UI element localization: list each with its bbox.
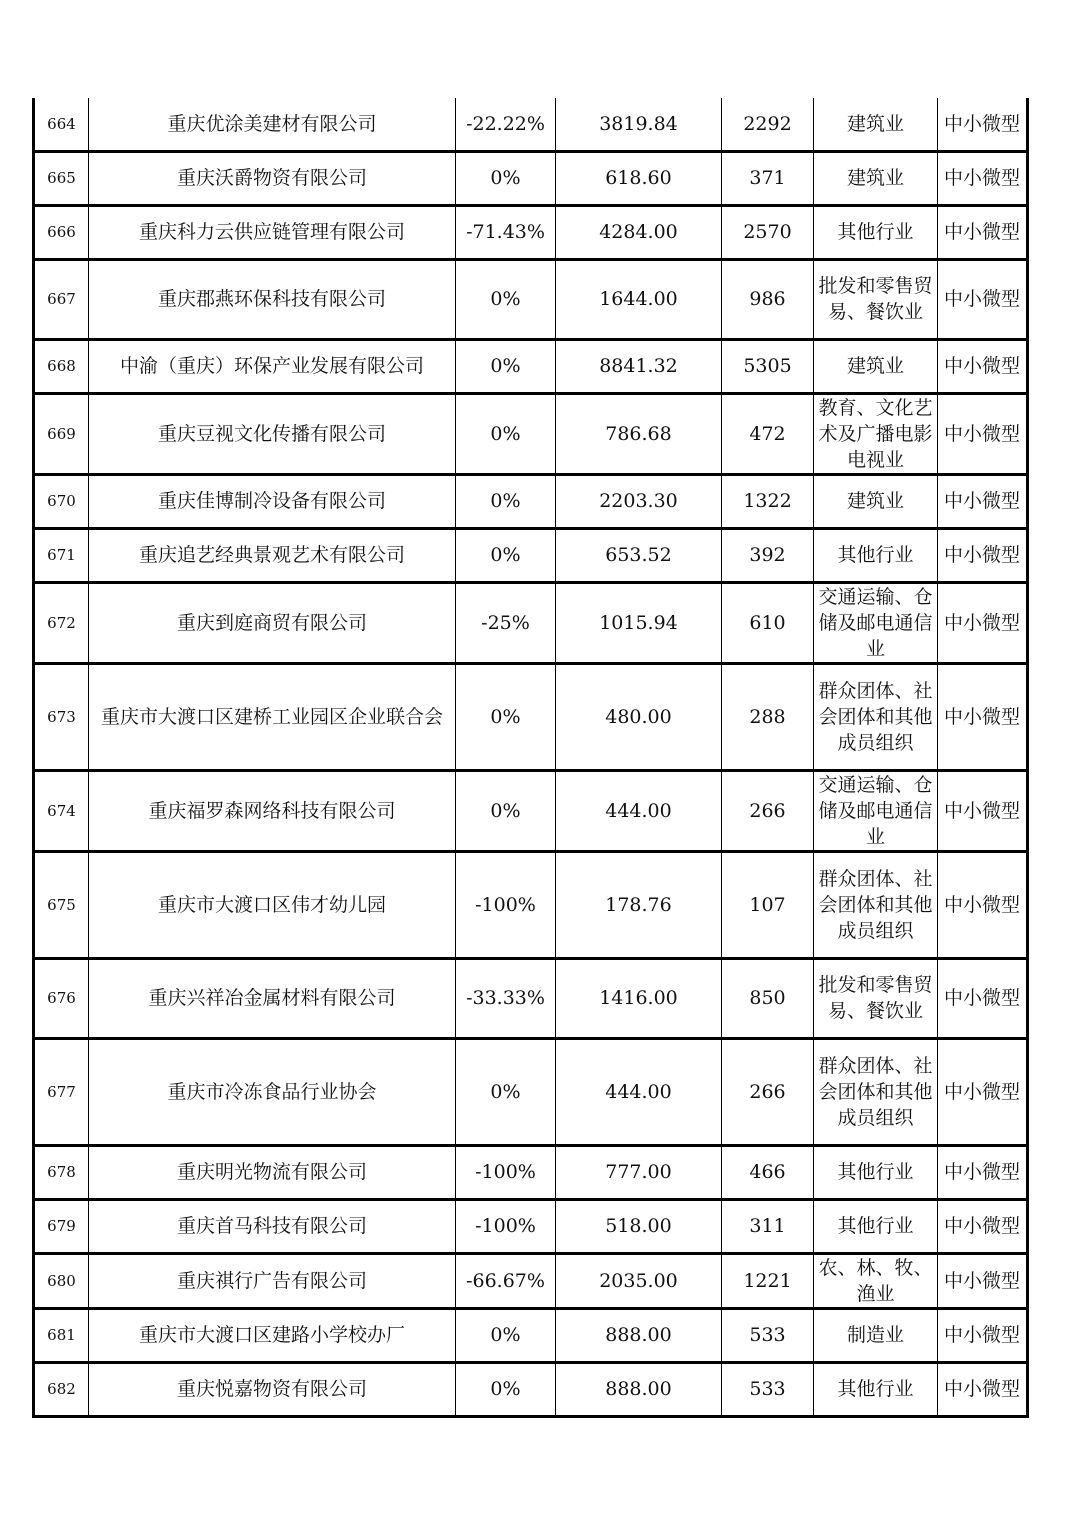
count-cell: 5305 <box>722 339 814 393</box>
amount-cell: 1015.94 <box>556 582 722 663</box>
amount-cell: 2203.30 <box>556 474 722 528</box>
table-row <box>34 393 1028 474</box>
row-number-cell: 677 <box>34 1038 89 1145</box>
row-number-cell: 666 <box>34 205 89 259</box>
enterprise-scale-cell: 中小微型 <box>938 1145 1028 1199</box>
table-row <box>34 770 1028 851</box>
company-name-cell: 重庆追艺经典景观艺术有限公司 <box>89 528 456 582</box>
industry-cell: 农、林、牧、渔业 <box>814 1253 938 1308</box>
amount-cell: 786.68 <box>556 393 722 474</box>
industry-cell: 教育、文化艺术及广播电影电视业 <box>814 393 938 474</box>
company-name-cell: 重庆豆视文化传播有限公司 <box>89 393 456 474</box>
count-cell: 2292 <box>722 98 814 151</box>
change-rate-cell: -33.33% <box>456 958 556 1038</box>
industry-cell: 建筑业 <box>814 98 938 151</box>
enterprise-scale-cell: 中小微型 <box>938 582 1028 663</box>
change-rate-cell: 0% <box>456 151 556 205</box>
count-cell: 392 <box>722 528 814 582</box>
change-rate-cell: -100% <box>456 1199 556 1253</box>
enterprise-scale-cell: 中小微型 <box>938 663 1028 770</box>
table-row <box>34 151 1028 205</box>
company-name-cell: 重庆市大渡口区建路小学校办厂 <box>89 1308 456 1362</box>
company-name-cell: 重庆福罗森网络科技有限公司 <box>89 770 456 851</box>
amount-cell: 1644.00 <box>556 259 722 339</box>
amount-cell: 653.52 <box>556 528 722 582</box>
row-number-cell: 679 <box>34 1199 89 1253</box>
change-rate-cell: -100% <box>456 851 556 958</box>
industry-cell: 建筑业 <box>814 151 938 205</box>
table-row <box>34 1038 1028 1145</box>
count-cell: 472 <box>722 393 814 474</box>
company-name-cell: 重庆兴祥冶金属材料有限公司 <box>89 958 456 1038</box>
industry-cell: 其他行业 <box>814 205 938 259</box>
industry-cell: 交通运输、仓储及邮电通信业 <box>814 770 938 851</box>
enterprise-scale-cell: 中小微型 <box>938 770 1028 851</box>
row-number-cell: 681 <box>34 1308 89 1362</box>
industry-cell: 其他行业 <box>814 528 938 582</box>
industry-cell: 建筑业 <box>814 474 938 528</box>
company-name-cell: 重庆优涂美建材有限公司 <box>89 98 456 151</box>
table-row <box>34 582 1028 663</box>
row-number-cell: 675 <box>34 851 89 958</box>
change-rate-cell: 0% <box>456 1362 556 1416</box>
company-name-cell: 重庆科力云供应链管理有限公司 <box>89 205 456 259</box>
enterprise-scale-cell: 中小微型 <box>938 1253 1028 1308</box>
industry-cell: 群众团体、社会团体和其他成员组织 <box>814 851 938 958</box>
row-number-cell: 671 <box>34 528 89 582</box>
industry-cell: 其他行业 <box>814 1199 938 1253</box>
change-rate-cell: -71.43% <box>456 205 556 259</box>
count-cell: 850 <box>722 958 814 1038</box>
row-number-cell: 665 <box>34 151 89 205</box>
table-row <box>34 958 1028 1038</box>
row-number-cell: 682 <box>34 1362 89 1416</box>
amount-cell: 1416.00 <box>556 958 722 1038</box>
row-number-cell: 670 <box>34 474 89 528</box>
company-name-cell: 重庆首马科技有限公司 <box>89 1199 456 1253</box>
enterprise-scale-cell: 中小微型 <box>938 528 1028 582</box>
count-cell: 533 <box>722 1308 814 1362</box>
industry-cell: 其他行业 <box>814 1145 938 1199</box>
amount-cell: 444.00 <box>556 1038 722 1145</box>
row-number-cell: 667 <box>34 259 89 339</box>
change-rate-cell: 0% <box>456 770 556 851</box>
change-rate-cell: 0% <box>456 393 556 474</box>
enterprise-scale-cell: 中小微型 <box>938 1362 1028 1416</box>
count-cell: 466 <box>722 1145 814 1199</box>
table-row <box>34 339 1028 393</box>
table-row <box>34 528 1028 582</box>
company-name-cell: 重庆市冷冻食品行业协会 <box>89 1038 456 1145</box>
count-cell: 107 <box>722 851 814 958</box>
row-number-cell: 664 <box>34 98 89 151</box>
change-rate-cell: 0% <box>456 1038 556 1145</box>
count-cell: 533 <box>722 1362 814 1416</box>
company-name-cell: 重庆佳博制冷设备有限公司 <box>89 474 456 528</box>
table-row <box>34 1308 1028 1362</box>
amount-cell: 480.00 <box>556 663 722 770</box>
count-cell: 2570 <box>722 205 814 259</box>
table-row <box>34 205 1028 259</box>
enterprise-table <box>32 98 1029 1418</box>
company-name-cell: 重庆郡燕环保科技有限公司 <box>89 259 456 339</box>
row-number-cell: 676 <box>34 958 89 1038</box>
amount-cell: 888.00 <box>556 1308 722 1362</box>
change-rate-cell: 0% <box>456 259 556 339</box>
enterprise-scale-cell: 中小微型 <box>938 1038 1028 1145</box>
amount-cell: 178.76 <box>556 851 722 958</box>
table-row <box>34 474 1028 528</box>
count-cell: 986 <box>722 259 814 339</box>
company-name-cell: 重庆沃爵物资有限公司 <box>89 151 456 205</box>
count-cell: 1221 <box>722 1253 814 1308</box>
row-number-cell: 674 <box>34 770 89 851</box>
change-rate-cell: -25% <box>456 582 556 663</box>
industry-cell: 批发和零售贸易、餐饮业 <box>814 259 938 339</box>
industry-cell: 其他行业 <box>814 1362 938 1416</box>
amount-cell: 4284.00 <box>556 205 722 259</box>
enterprise-scale-cell: 中小微型 <box>938 259 1028 339</box>
table-row <box>34 1145 1028 1199</box>
table-row <box>34 851 1028 958</box>
enterprise-scale-cell: 中小微型 <box>938 151 1028 205</box>
change-rate-cell: 0% <box>456 1308 556 1362</box>
enterprise-scale-cell: 中小微型 <box>938 393 1028 474</box>
change-rate-cell: 0% <box>456 528 556 582</box>
row-number-cell: 678 <box>34 1145 89 1199</box>
amount-cell: 444.00 <box>556 770 722 851</box>
row-number-cell: 672 <box>34 582 89 663</box>
change-rate-cell: 0% <box>456 663 556 770</box>
enterprise-scale-cell: 中小微型 <box>938 1308 1028 1362</box>
change-rate-cell: 0% <box>456 474 556 528</box>
row-number-cell: 669 <box>34 393 89 474</box>
industry-cell: 交通运输、仓储及邮电通信业 <box>814 582 938 663</box>
enterprise-scale-cell: 中小微型 <box>938 851 1028 958</box>
table-row <box>34 98 1028 151</box>
change-rate-cell: -22.22% <box>456 98 556 151</box>
row-number-cell: 680 <box>34 1253 89 1308</box>
enterprise-scale-cell: 中小微型 <box>938 474 1028 528</box>
table-row <box>34 1253 1028 1308</box>
row-number-cell: 668 <box>34 339 89 393</box>
count-cell: 610 <box>722 582 814 663</box>
count-cell: 266 <box>722 770 814 851</box>
enterprise-scale-cell: 中小微型 <box>938 339 1028 393</box>
enterprise-scale-cell: 中小微型 <box>938 958 1028 1038</box>
company-name-cell: 中渝（重庆）环保产业发展有限公司 <box>89 339 456 393</box>
count-cell: 371 <box>722 151 814 205</box>
company-name-cell: 重庆悦嘉物资有限公司 <box>89 1362 456 1416</box>
amount-cell: 3819.84 <box>556 98 722 151</box>
count-cell: 266 <box>722 1038 814 1145</box>
company-name-cell: 重庆到庭商贸有限公司 <box>89 582 456 663</box>
count-cell: 1322 <box>722 474 814 528</box>
table-row <box>34 1199 1028 1253</box>
amount-cell: 8841.32 <box>556 339 722 393</box>
change-rate-cell: -66.67% <box>456 1253 556 1308</box>
industry-cell: 群众团体、社会团体和其他成员组织 <box>814 663 938 770</box>
enterprise-scale-cell: 中小微型 <box>938 205 1028 259</box>
enterprise-scale-cell: 中小微型 <box>938 98 1028 151</box>
change-rate-cell: -100% <box>456 1145 556 1199</box>
row-number-cell: 673 <box>34 663 89 770</box>
amount-cell: 2035.00 <box>556 1253 722 1308</box>
amount-cell: 888.00 <box>556 1362 722 1416</box>
count-cell: 288 <box>722 663 814 770</box>
change-rate-cell: 0% <box>456 339 556 393</box>
industry-cell: 制造业 <box>814 1308 938 1362</box>
amount-cell: 618.60 <box>556 151 722 205</box>
company-name-cell: 重庆明光物流有限公司 <box>89 1145 456 1199</box>
enterprise-scale-cell: 中小微型 <box>938 1199 1028 1253</box>
industry-cell: 群众团体、社会团体和其他成员组织 <box>814 1038 938 1145</box>
table-row <box>34 259 1028 339</box>
company-name-cell: 重庆祺行广告有限公司 <box>89 1253 456 1308</box>
count-cell: 311 <box>722 1199 814 1253</box>
amount-cell: 518.00 <box>556 1199 722 1253</box>
company-name-cell: 重庆市大渡口区伟才幼儿园 <box>89 851 456 958</box>
industry-cell: 建筑业 <box>814 339 938 393</box>
industry-cell: 批发和零售贸易、餐饮业 <box>814 958 938 1038</box>
company-name-cell: 重庆市大渡口区建桥工业园区企业联合会 <box>89 663 456 770</box>
amount-cell: 777.00 <box>556 1145 722 1199</box>
table-body <box>34 98 1028 1416</box>
table-row <box>34 1362 1028 1416</box>
table-row <box>34 663 1028 770</box>
